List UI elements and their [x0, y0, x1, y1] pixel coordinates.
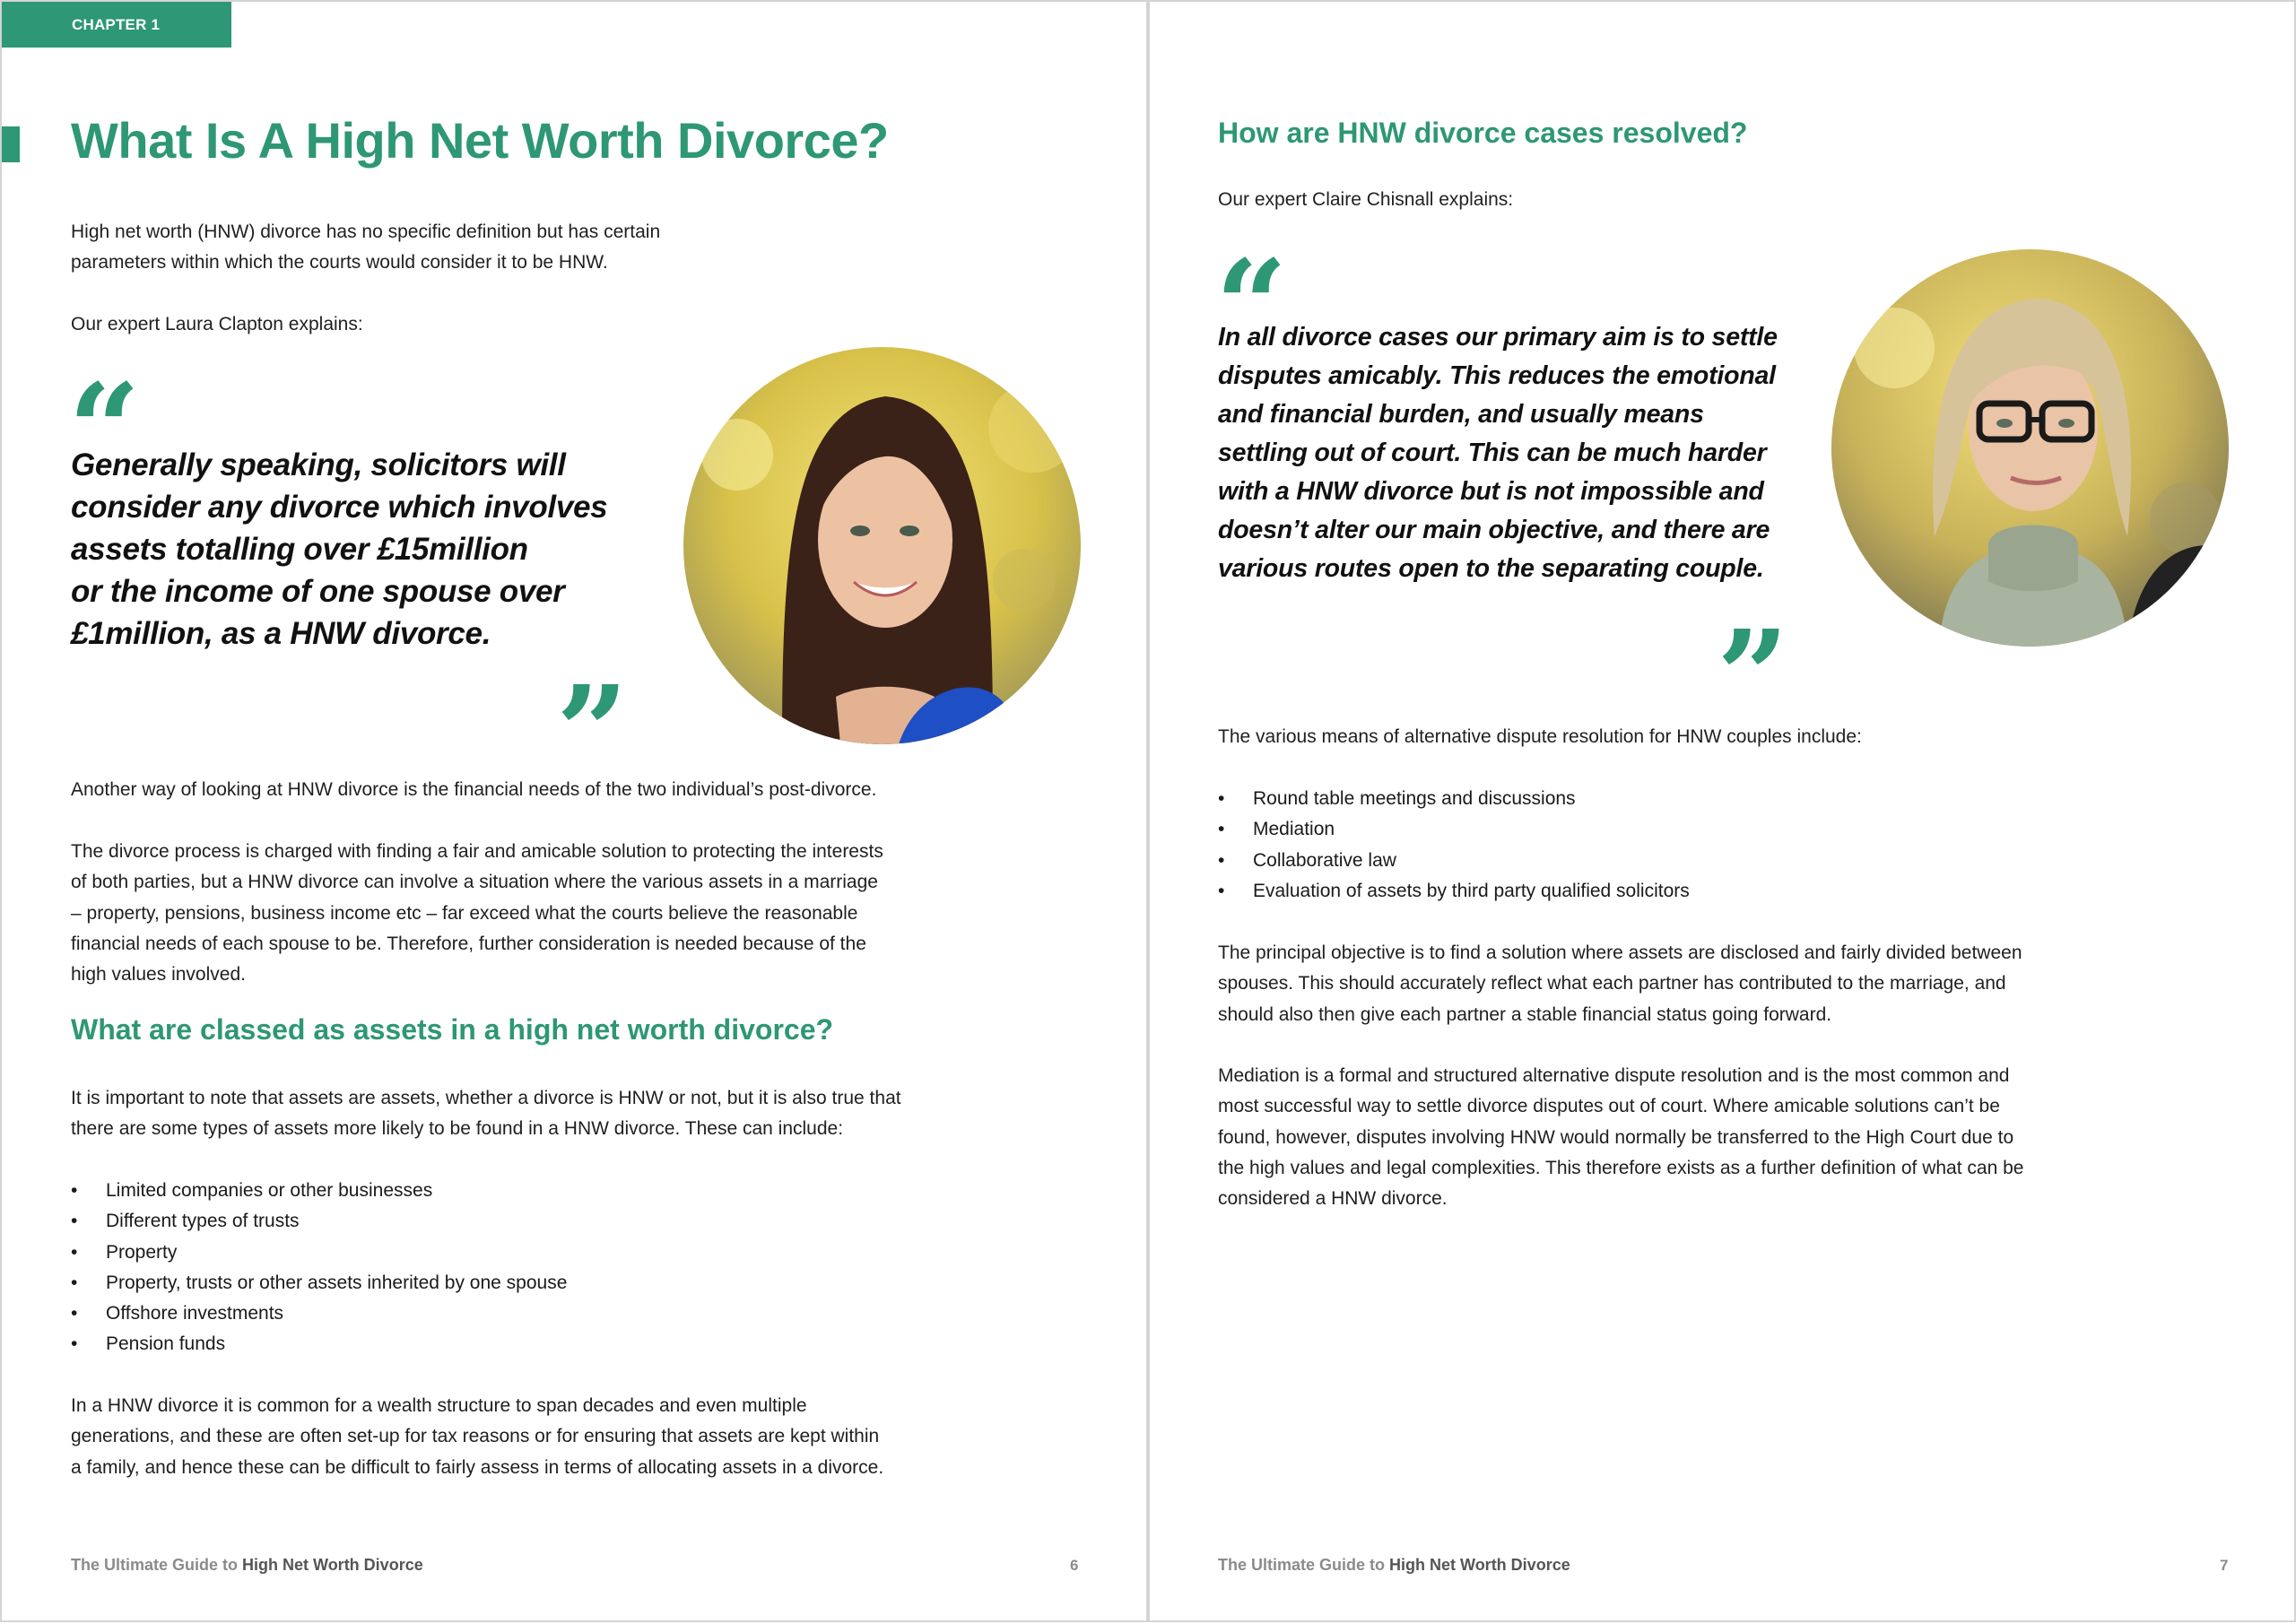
- text-line: there are some types of assets more likely to be found in a HNW divorce. These can include:: [71, 1118, 844, 1140]
- expert-quote: [71, 444, 607, 655]
- text-line: The divorce process is charged with finding a fair and amicable solution to protecting the interests: [71, 841, 883, 862]
- list-item: • Round table meetings and discussions: [1218, 784, 1690, 814]
- expert-quote: [1218, 318, 1778, 588]
- portrait-laura-icon: [683, 347, 1081, 744]
- text-line: – property, pensions, business income etc – far exceed what the courts believe the reasonable: [71, 902, 858, 924]
- footer-prefix: The Ultimate Guide to: [1218, 1556, 1386, 1574]
- portrait-laura-clapton: [683, 347, 1081, 744]
- close-quote-icon: ”: [556, 659, 629, 806]
- text-line: The principal objective is to find a solution where assets are disclosed and fairly divided between: [1218, 942, 2022, 963]
- text-line: High net worth (HNW) divorce has no specific definition but has certain: [71, 221, 661, 242]
- list-item: • Mediation: [1218, 814, 1690, 845]
- subheading-assets: What are classed as assets in a high net worth divorce?: [71, 1013, 834, 1046]
- close-quote-icon: ”: [1717, 604, 1789, 751]
- page-left: [0, 0, 1148, 1622]
- text-line: the high values and legal complexities. This therefore exists as a further definition of what can be: [1218, 1157, 2024, 1178]
- heading-resolution: How are HNW divorce cases resolved?: [1218, 117, 1748, 149]
- list-item: • Collaborative law: [1218, 846, 1690, 876]
- text-line: most successful way to settle divorce disputes out of court. Where amicable solutions can’t be: [1218, 1096, 2000, 1117]
- list-item: • Property: [71, 1238, 567, 1268]
- list-item: • Offshore investments: [71, 1298, 567, 1329]
- text-line: generations, and these are often set-up for tax reasons or for ensuring that assets are kept within: [71, 1426, 880, 1447]
- paragraph-divorce-process: [71, 837, 883, 990]
- text-line: considered a HNW divorce.: [1218, 1188, 1448, 1210]
- quote-line: settling out of court. This can be much harder: [1218, 439, 1767, 467]
- footer-prefix: The Ultimate Guide to: [71, 1556, 239, 1574]
- paragraph-wealth-structure: [71, 1391, 883, 1483]
- quote-line: assets totalling over £15million: [71, 532, 528, 567]
- list-item: • Property, trusts or other assets inherited by one spouse: [71, 1268, 567, 1298]
- list-item: • Pension funds: [71, 1329, 567, 1359]
- adr-list: [1218, 784, 1690, 907]
- text-line: In a HNW divorce it is common for a wealth structure to span decades and even multiple: [71, 1395, 807, 1416]
- expert-intro: [71, 309, 363, 340]
- text-line: Another way of looking at HNW divorce is the financial needs of the two individual’s post-divorce.: [71, 779, 877, 800]
- text-line: It is important to note that assets are assets, whether a divorce is HNW or not, but it is also true that: [71, 1088, 901, 1108]
- quote-line: doesn’t alter our main objective, and there are: [1218, 516, 1770, 544]
- intro-paragraph: [71, 217, 660, 279]
- quote-line: disputes amicably. This reduces the emotional: [1218, 361, 1776, 390]
- text-line: Our expert Laura Clapton explains:: [71, 314, 363, 334]
- page-number: 7: [2220, 1557, 2229, 1574]
- list-item: • Different types of trusts: [71, 1206, 567, 1237]
- text-line: should also then give each partner a stable financial status going forward.: [1218, 1003, 1832, 1025]
- page-right: [1148, 0, 2296, 1622]
- text-line: financial needs of each spouse to be. Therefore, further consideration is needed because of the: [71, 933, 866, 954]
- text-line: found, however, disputes involving HNW would normally be transferred to the High Court due to: [1218, 1126, 2014, 1148]
- quote-line: In all divorce cases our primary aim is to settle: [1218, 323, 1778, 352]
- title-accent-marker: [2, 126, 20, 162]
- footer-bold: High Net Worth Divorce: [242, 1556, 423, 1574]
- paragraph-principal-objective: [1218, 938, 2022, 1030]
- assets-list: [71, 1176, 567, 1360]
- list-item: • Limited companies or other businesses: [71, 1176, 567, 1206]
- paragraph-mediation: [1218, 1061, 2023, 1214]
- page-number: 6: [1070, 1557, 1079, 1574]
- quote-line: consider any divorce which involves: [71, 490, 608, 525]
- adr-intro: [1218, 722, 1862, 752]
- quote-line: and financial burden, and usually means: [1218, 400, 1704, 429]
- paragraph-financial-needs: [71, 775, 876, 805]
- portrait-claire-icon: [1831, 249, 2229, 647]
- footer-guide-title: [1218, 1556, 1570, 1575]
- paragraph-assets-intro: [71, 1083, 901, 1145]
- footer-bold: High Net Worth Divorce: [1389, 1556, 1570, 1574]
- list-item: • Evaluation of assets by third party qualified solicitors: [1218, 876, 1690, 907]
- text-line: of both parties, but a HNW divorce can involve a situation where the various assets in a marriage: [71, 872, 878, 893]
- chapter-tab: CHAPTER 1: [2, 2, 231, 48]
- quote-line: or the income of one spouse over: [71, 574, 565, 609]
- text-line: spouses. This should accurately reflect what each partner has contributed to the marriage, and: [1218, 973, 2006, 994]
- open-quote-icon: “: [1215, 233, 1288, 380]
- portrait-claire-chisnall: [1831, 249, 2229, 647]
- text-line: Our expert Claire Chisnall explains:: [1218, 189, 1514, 210]
- quote-line: Generally speaking, solicitors will: [71, 447, 566, 482]
- text-line: Mediation is a formal and structured alternative dispute resolution and is the most common and: [1218, 1065, 2010, 1086]
- text-line: a family, and hence these can be difficult to fairly assess in terms of allocating assets in a divorce.: [71, 1456, 884, 1478]
- text-line: parameters within which the courts would consider it to be HNW.: [71, 252, 608, 274]
- page-title: What Is A High Net Worth Divorce?: [71, 112, 889, 169]
- open-quote-icon: “: [68, 357, 141, 504]
- text-line: The various means of alternative dispute resolution for HNW couples include:: [1218, 726, 1862, 747]
- quote-line: £1million, as a HNW divorce.: [71, 616, 491, 651]
- text-line: high values involved.: [71, 964, 246, 986]
- quote-line: various routes open to the separating couple.: [1218, 554, 1764, 583]
- expert-intro: [1218, 185, 1513, 215]
- footer-guide-title: [71, 1556, 423, 1575]
- quote-line: with a HNW divorce but is not impossible and: [1218, 477, 1764, 506]
